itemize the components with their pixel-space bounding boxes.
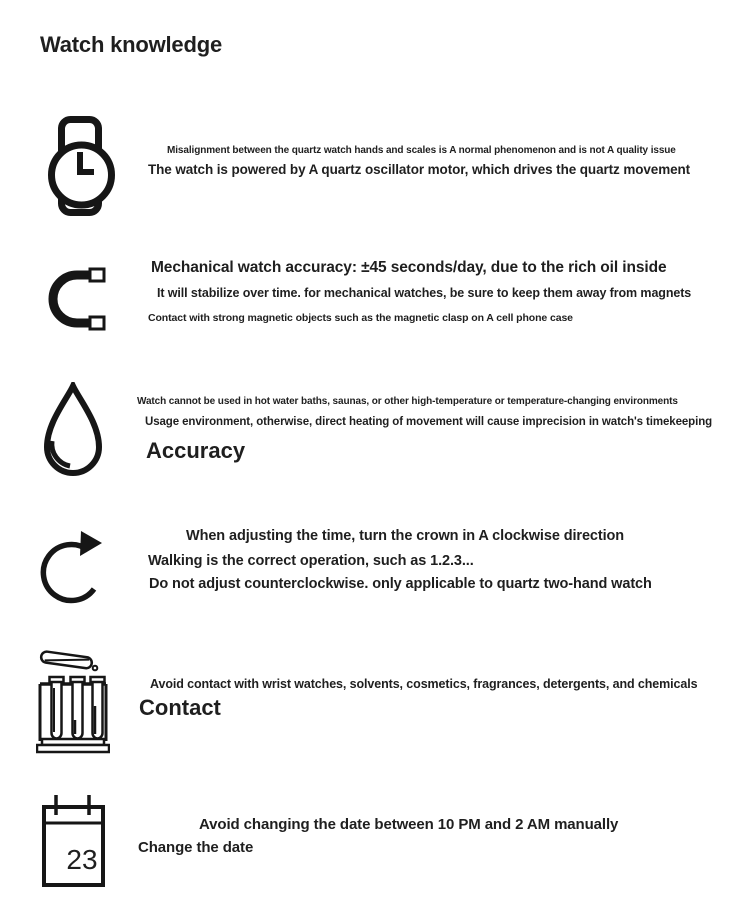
section-heading: Contact [139, 695, 221, 720]
section-text-line: The watch is powered by A quartz oscillator motor, which drives the quartz movement [148, 162, 691, 177]
page-title: Watch knowledge [40, 32, 222, 57]
section-heading: Accuracy [146, 438, 246, 463]
section-text-line: Do not adjust counterclockwise. only applicable to quartz two-hand watch [149, 576, 652, 592]
section-text-line: Avoid changing the date between 10 PM and 2 AM manually [199, 816, 619, 833]
calendar-day: 23 [66, 844, 98, 875]
wristwatch-icon [46, 114, 118, 218]
magnet-icon [47, 267, 107, 333]
section-text-line: Usage environment, otherwise, direct heating of movement will cause imprecision in watch's timekeeping [145, 416, 713, 428]
water-drop-icon [40, 382, 107, 482]
section-text-line: Misalignment between the quartz watch hands and scales is A normal phenomenon and is not A quality issue [167, 145, 676, 156]
section-text-line: Mechanical watch accuracy: ±45 seconds/day, due to the rich oil inside [151, 259, 667, 276]
section-text-line: Change the date [138, 839, 254, 856]
calendar-icon [40, 792, 107, 889]
section-text-line: Watch cannot be used in hot water baths, saunas, or other high-temperature or temperature-changing environments [137, 396, 678, 407]
section-text-line: When adjusting the time, turn the crown in A clockwise direction [186, 528, 625, 544]
section-text-line: Avoid contact with wrist watches, solvents, cosmetics, fragrances, detergents, and chemicals [150, 677, 698, 691]
test-tubes-icon [36, 648, 110, 754]
section-text-line: It will stabilize over time. for mechanical watches, be sure to keep them away from magnets [157, 286, 692, 300]
section-text-line: Contact with strong magnetic objects such as the magnetic clasp on A cell phone case [148, 312, 573, 324]
clockwise-arrow-icon [40, 529, 108, 613]
section-text-line: Walking is the correct operation, such as 1.2.3... [148, 553, 474, 569]
